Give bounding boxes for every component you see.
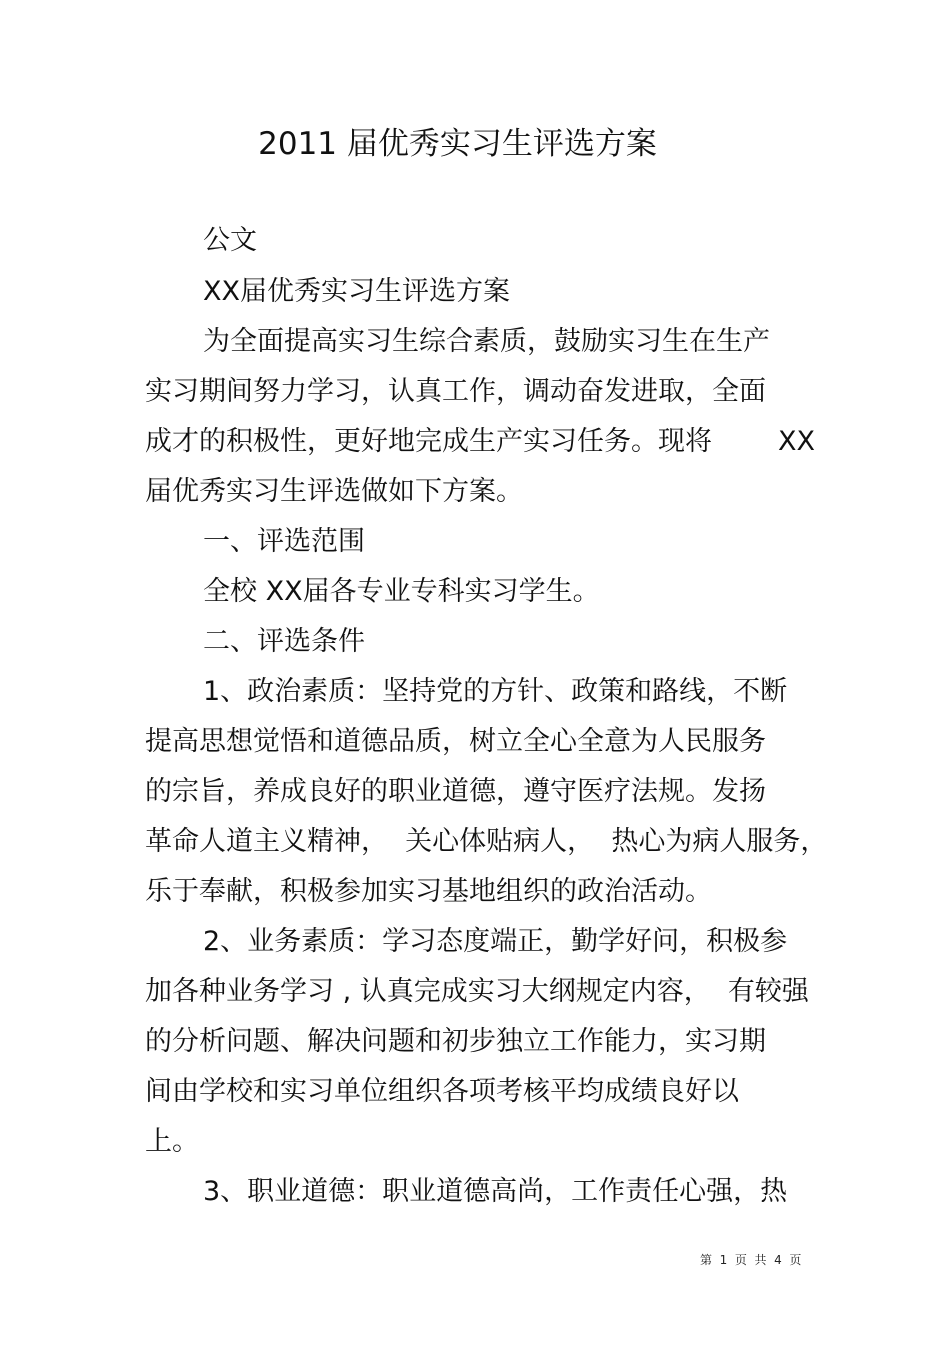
- body-line-xx: XX: [778, 426, 815, 457]
- body-line: 的宗旨，养成良好的职业道德，遵守医疗法规。发扬: [145, 776, 766, 807]
- body-line: 成才的积极性，更好地完成生产实习任务。现将: [145, 426, 712, 457]
- body-line: 2、业务素质：学习态度端正，勤学好问，积极参: [203, 926, 788, 957]
- body-line: 为全面提高实习生综合素质，鼓励实习生在生产: [203, 326, 770, 357]
- body-line: 加各种业务学习 , 认真完成实习大纲规定内容， 有较强: [145, 976, 809, 1007]
- body-line: 全校 XX届各专业专科实习学生。: [203, 576, 600, 607]
- body-line: 间由学校和实习单位组织各项考核平均成绩良好以: [145, 1076, 739, 1107]
- body-line: 上。: [145, 1126, 199, 1157]
- subtitle-line: XX届优秀实习生评选方案: [203, 276, 510, 307]
- body-line: 1、政治素质：坚持党的方针、政策和路线，不断: [203, 676, 788, 707]
- body-line: 的分析问题、解决问题和初步独立工作能力，实习期: [145, 1026, 766, 1057]
- section-heading: 一、评选范围: [203, 526, 365, 557]
- doc-type-line: 公文: [203, 225, 257, 256]
- section-heading: 二、评选条件: [203, 626, 365, 657]
- document-title: 2011 届优秀实习生评选方案: [258, 126, 657, 162]
- body-line: 革命人道主义精神， 关心体贴病人， 热心为病人服务，: [145, 826, 828, 857]
- page-number-footer: 第 1 页 共 4 页: [700, 1253, 802, 1267]
- body-line: 届优秀实习生评选做如下方案。: [145, 476, 523, 507]
- body-line: 提高思想觉悟和道德品质，树立全心全意为人民服务: [145, 726, 766, 757]
- body-line: 乐于奉献，积极参加实习基地组织的政治活动。: [145, 876, 712, 907]
- body-line: 实习期间努力学习，认真工作，调动奋发进取，全面: [145, 376, 766, 407]
- body-line: 3、职业道德：职业道德高尚，工作责任心强，热: [203, 1176, 788, 1207]
